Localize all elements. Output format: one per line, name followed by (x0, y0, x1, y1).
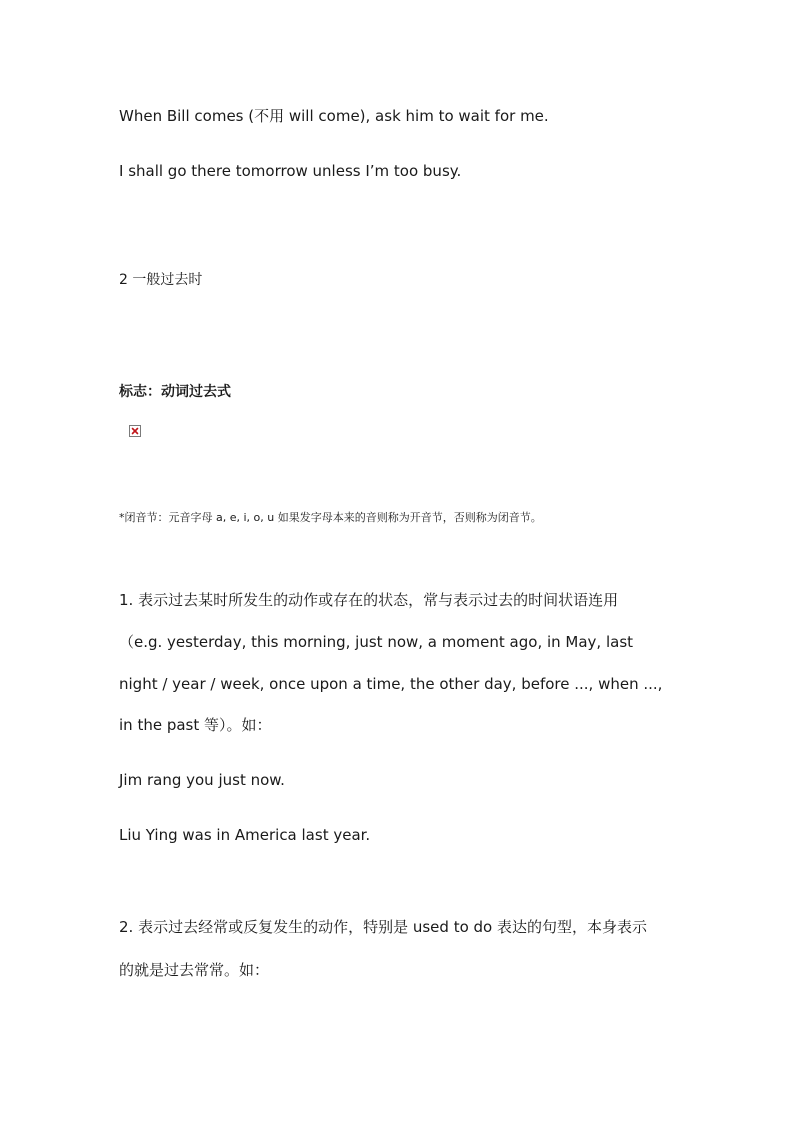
example-sentence: I shall go there tomorrow unless I’m too busy. (119, 162, 462, 180)
section-heading: 2 一般过去时 (119, 272, 203, 288)
broken-image-icon (129, 425, 141, 437)
marker-label: 标志：动词过去式 (119, 384, 231, 400)
footnote: *闭音节：元音字母 a, e, i, o, u 如果发字母本来的音则称为开音节，否则称为闭音节。 (119, 511, 542, 524)
rule-line: 1. 表示过去某时所发生的动作或存在的状态，常与表示过去的时间状语连用 (119, 591, 619, 609)
rule-line: in the past 等）。如： (119, 716, 272, 734)
rule-line: night / year / week, once upon a time, the other day, before ..., when ..., (119, 675, 663, 693)
example-sentence: Liu Ying was in America last year. (119, 826, 371, 844)
rule-line: 的就是过去常常。如： (119, 961, 270, 979)
rule-line: 2. 表示过去经常或反复发生的动作，特别是 used to do 表达的句型，本身表示 (119, 918, 647, 936)
example-sentence: Jim rang you just now. (119, 771, 285, 789)
example-sentence: When Bill comes (不用 will come), ask him to wait for me. (119, 107, 549, 125)
rule-line: （e.g. yesterday, this morning, just now, a moment ago, in May, last (119, 633, 634, 651)
